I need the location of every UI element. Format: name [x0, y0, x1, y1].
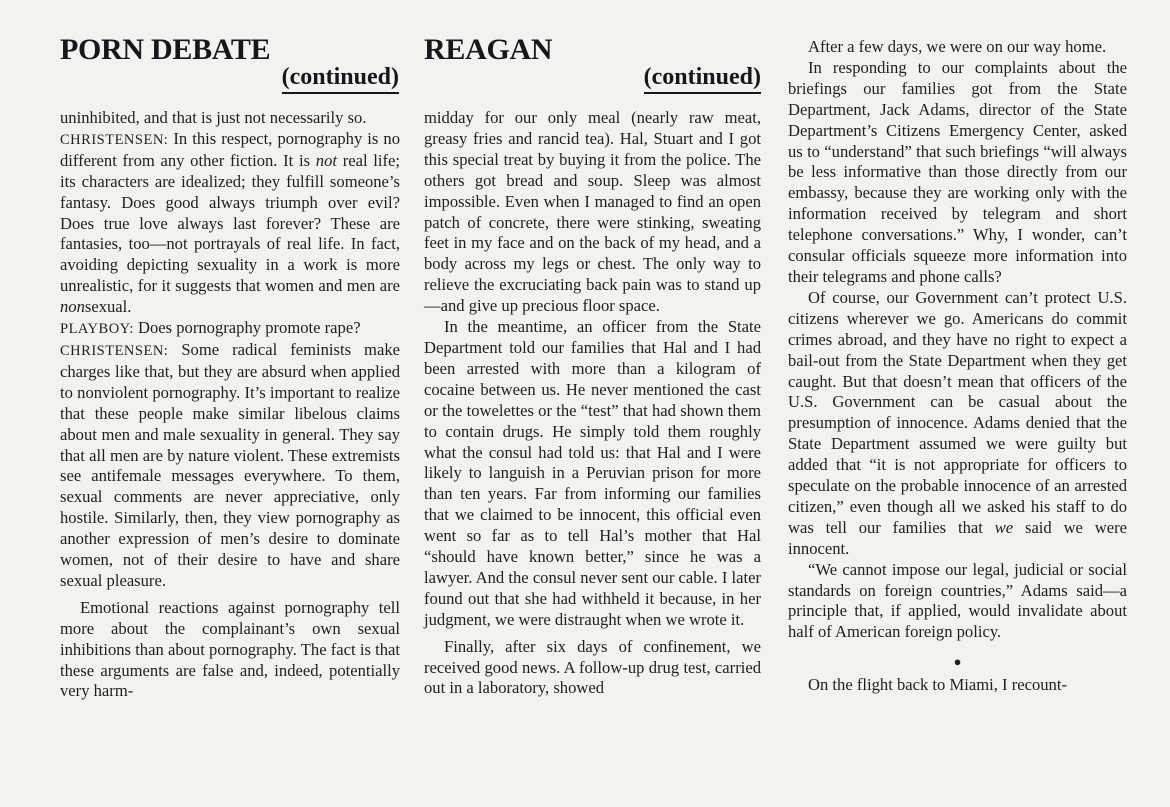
section-bullet: ●	[953, 654, 962, 670]
paragraph: CHRISTENSEN: In this respect, pornography is no different from any other fiction. It is not real life; its characters are idealized; they fulfill someone’s fantasy. Does good always triumph over evil? Does true love always last forever? These are fantasies, too—not portrayals of real life. In fact, avoiding depicting sexuality in a work is more unrealistic, for it suggests that women and men are nonsexual.	[60, 128, 400, 317]
paragraph: midday for our only meal (nearly raw meat, greasy fries and rancid tea). Hal, Stuart and I got this special treat by buying it from the police. The others got bread and soup. Sleep was almost impossible. Even when I managed to find an open patch of concrete, there were stinking, sweating feet in my face and on the back of my head, and a body across my legs or chest. The only way to relieve the excruciating back pain was to stand up—and give up precious floor space.	[424, 108, 761, 316]
continued-label: (continued)	[282, 62, 399, 94]
paragraph: CHRISTENSEN: Some radical feminists make charges like that, but they are absurd when applied to nonviolent pornography. It’s important to realize that these people make similar libelous claims about men and male sexuality in general. They say that all men are by nature violent. These extremists see antifemale messages everywhere. To them, sexual comments are never appreciative, only hostile. Similarly, then, they view pornography as another expression of men’s desire to dominate women, not of their desire to have and share sexual pleasure.	[60, 339, 400, 590]
paragraph: Emotional reactions against pornography tell more about the complainant’s own sexual inhibitions than about pornography. The fact is that these arguments are false and, indeed, potentially very harm-	[60, 597, 400, 701]
paragraph: PLAYBOY: Does pornography promote rape?	[60, 318, 361, 338]
paragraph: Of course, our Government can’t protect U.S. citizens wherever we go. Americans do commit crimes abroad, and they have no right to expect a bail-out from the State Department when they get caught. But that doesn’t mean that officers of the U.S. Government can be casual about the presumption of innocence. Adams denied that the State Department assumed we were guilty but added that “it is not appropriate for officers to speculate on the probable innocence of an arrested citizen,” even though all we asked his staff to do was tell our families that we said we were innocent.	[788, 287, 1128, 558]
column-reagan-continued	[788, 37, 1127, 696]
speaker-label: CHRISTENSEN:	[60, 342, 169, 359]
section-header	[424, 0, 761, 94]
paragraph: After a few days, we were on our way home.	[808, 37, 1107, 56]
paragraph: Finally, after six days of confinement, we received good news. A follow-up drug test, carried out in a laboratory, showed	[424, 636, 761, 698]
speaker-label: CHRISTENSEN:	[60, 131, 169, 148]
column-reagan	[424, 0, 761, 699]
paragraph: uninhibited, and that is just not necessarily so.	[60, 108, 367, 127]
paragraph: “We cannot impose our legal, judicial or social standards on foreign countries,” Adams said—a principle that, if applied, would invalidate about half of American foreign policy.	[788, 559, 1127, 642]
paragraph: In responding to our complaints about the briefings our families got from the State Department, Jack Adams, director of the State Department’s Citizens Emergency Center, asked us to “understand” that such briefings “will always be less informative than those directly from our embassy, because they are working only with the information received by telegram and short telephone conversations.” Why, I wonder, can’t consular officials squeeze more information into their telegrams and phone calls?	[788, 57, 1127, 286]
section-title: REAGAN	[424, 33, 553, 66]
continued-label: (continued)	[644, 62, 761, 94]
column-porn-debate	[60, 0, 400, 702]
paragraph: In the meantime, an officer from the State Department told our families that Hal and I had been arrested with more than a kilogram of cocaine between us. He never mentioned the cast or the towelettes or the “test” that had shown them to contain drugs. He simply told them roughly what the consul had told us: that Hal and I were likely to languish in a Peruvian prison for more than ten years. Far from informing our families that we claimed to be innocent, this official even went so far as to tell Hal’s mother that Hal “should have known better,” since he was a lawyer. And the consul never sent our cable. I later found out that she had withheld it because, in her judgment, we were distraught when we wrote it.	[424, 317, 761, 629]
paragraph: On the flight back to Miami, I recount-	[808, 675, 1067, 695]
section-header	[60, 0, 400, 94]
speaker-label: PLAYBOY:	[60, 321, 134, 338]
section-title: PORN DEBATE	[60, 33, 271, 66]
